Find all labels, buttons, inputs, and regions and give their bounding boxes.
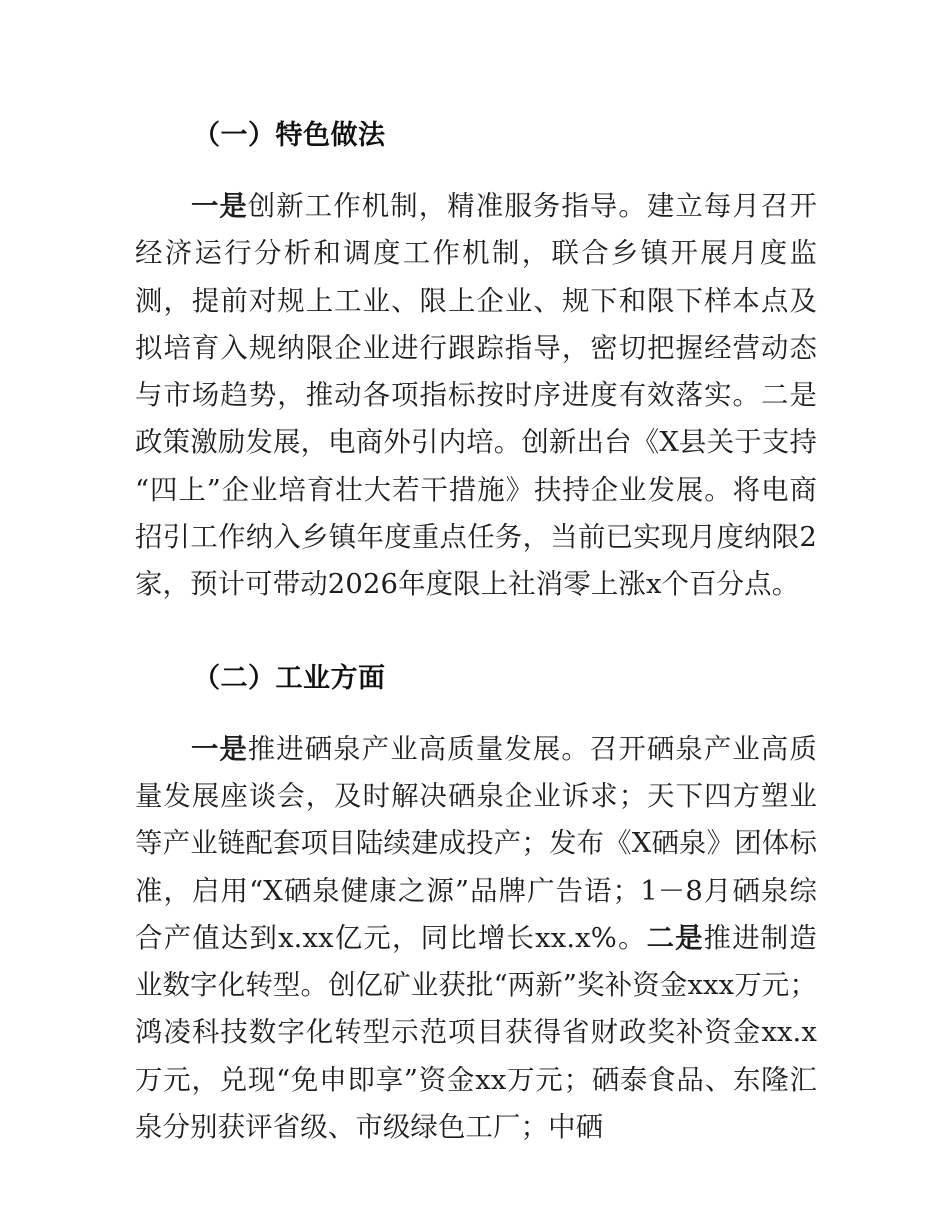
section-two-paragraph-text-part-one: 推进硒泉产业高质量发展。召开硒泉产业高质量发展座谈会，及时解决硒泉企业诉求；天下四方塑业等产业链配套项目陆续建成投产；发布《X硒泉》团体标准，启用“X硒泉健康之源”品牌广告语；1－8月硒泉综合产值达到x.xx亿元，同比增长xx.x%。	[135, 733, 817, 954]
section-two-paragraph-text-part-two: 推进制造业数字化转型。创亿矿业获批“两新”奖补资金xxx万元；鸿凌科技数字化转型示范项目获得省财政奖补资金xx.x万元，兑现“免申即享”资金xx万元；硒泰食品、东隆汇泉分别获评省级、市级绿色工厂；中硒	[135, 922, 817, 1144]
section-one-paragraph	[135, 183, 817, 609]
section-two-paragraph	[135, 726, 817, 1152]
section-heading-one: （一）特色做法	[193, 120, 386, 151]
paragraph-lead-marker-two: 一是	[191, 733, 248, 765]
paragraph-lead-marker-one: 一是	[191, 191, 248, 222]
document-body	[135, 112, 817, 1151]
section-heading-two: （二）工业方面	[193, 662, 386, 694]
paragraph-lead-marker-three: 二是	[646, 922, 704, 954]
section-one-paragraph-text: 创新工作机制，精准服务指导。建立每月召开经济运行分析和调度工作机制，联合乡镇开展月度监测，提前对规上工业、限上企业、规下和限下样本点及拟培育入规纳限企业进行跟踪指导，密切把握经营动态与市场趋势，推动各项指标按时序进度有效落实。二是政策激励发展，电商外引内培。创新出台《X县关于支持“四上”企业培育壮大若干措施》扶持企业发展。将电商招引工作纳入乡镇年度重点任务，当前已实现月度纳限2家，预计可带动2026年度限上社消零上涨x个百分点。	[135, 191, 817, 601]
